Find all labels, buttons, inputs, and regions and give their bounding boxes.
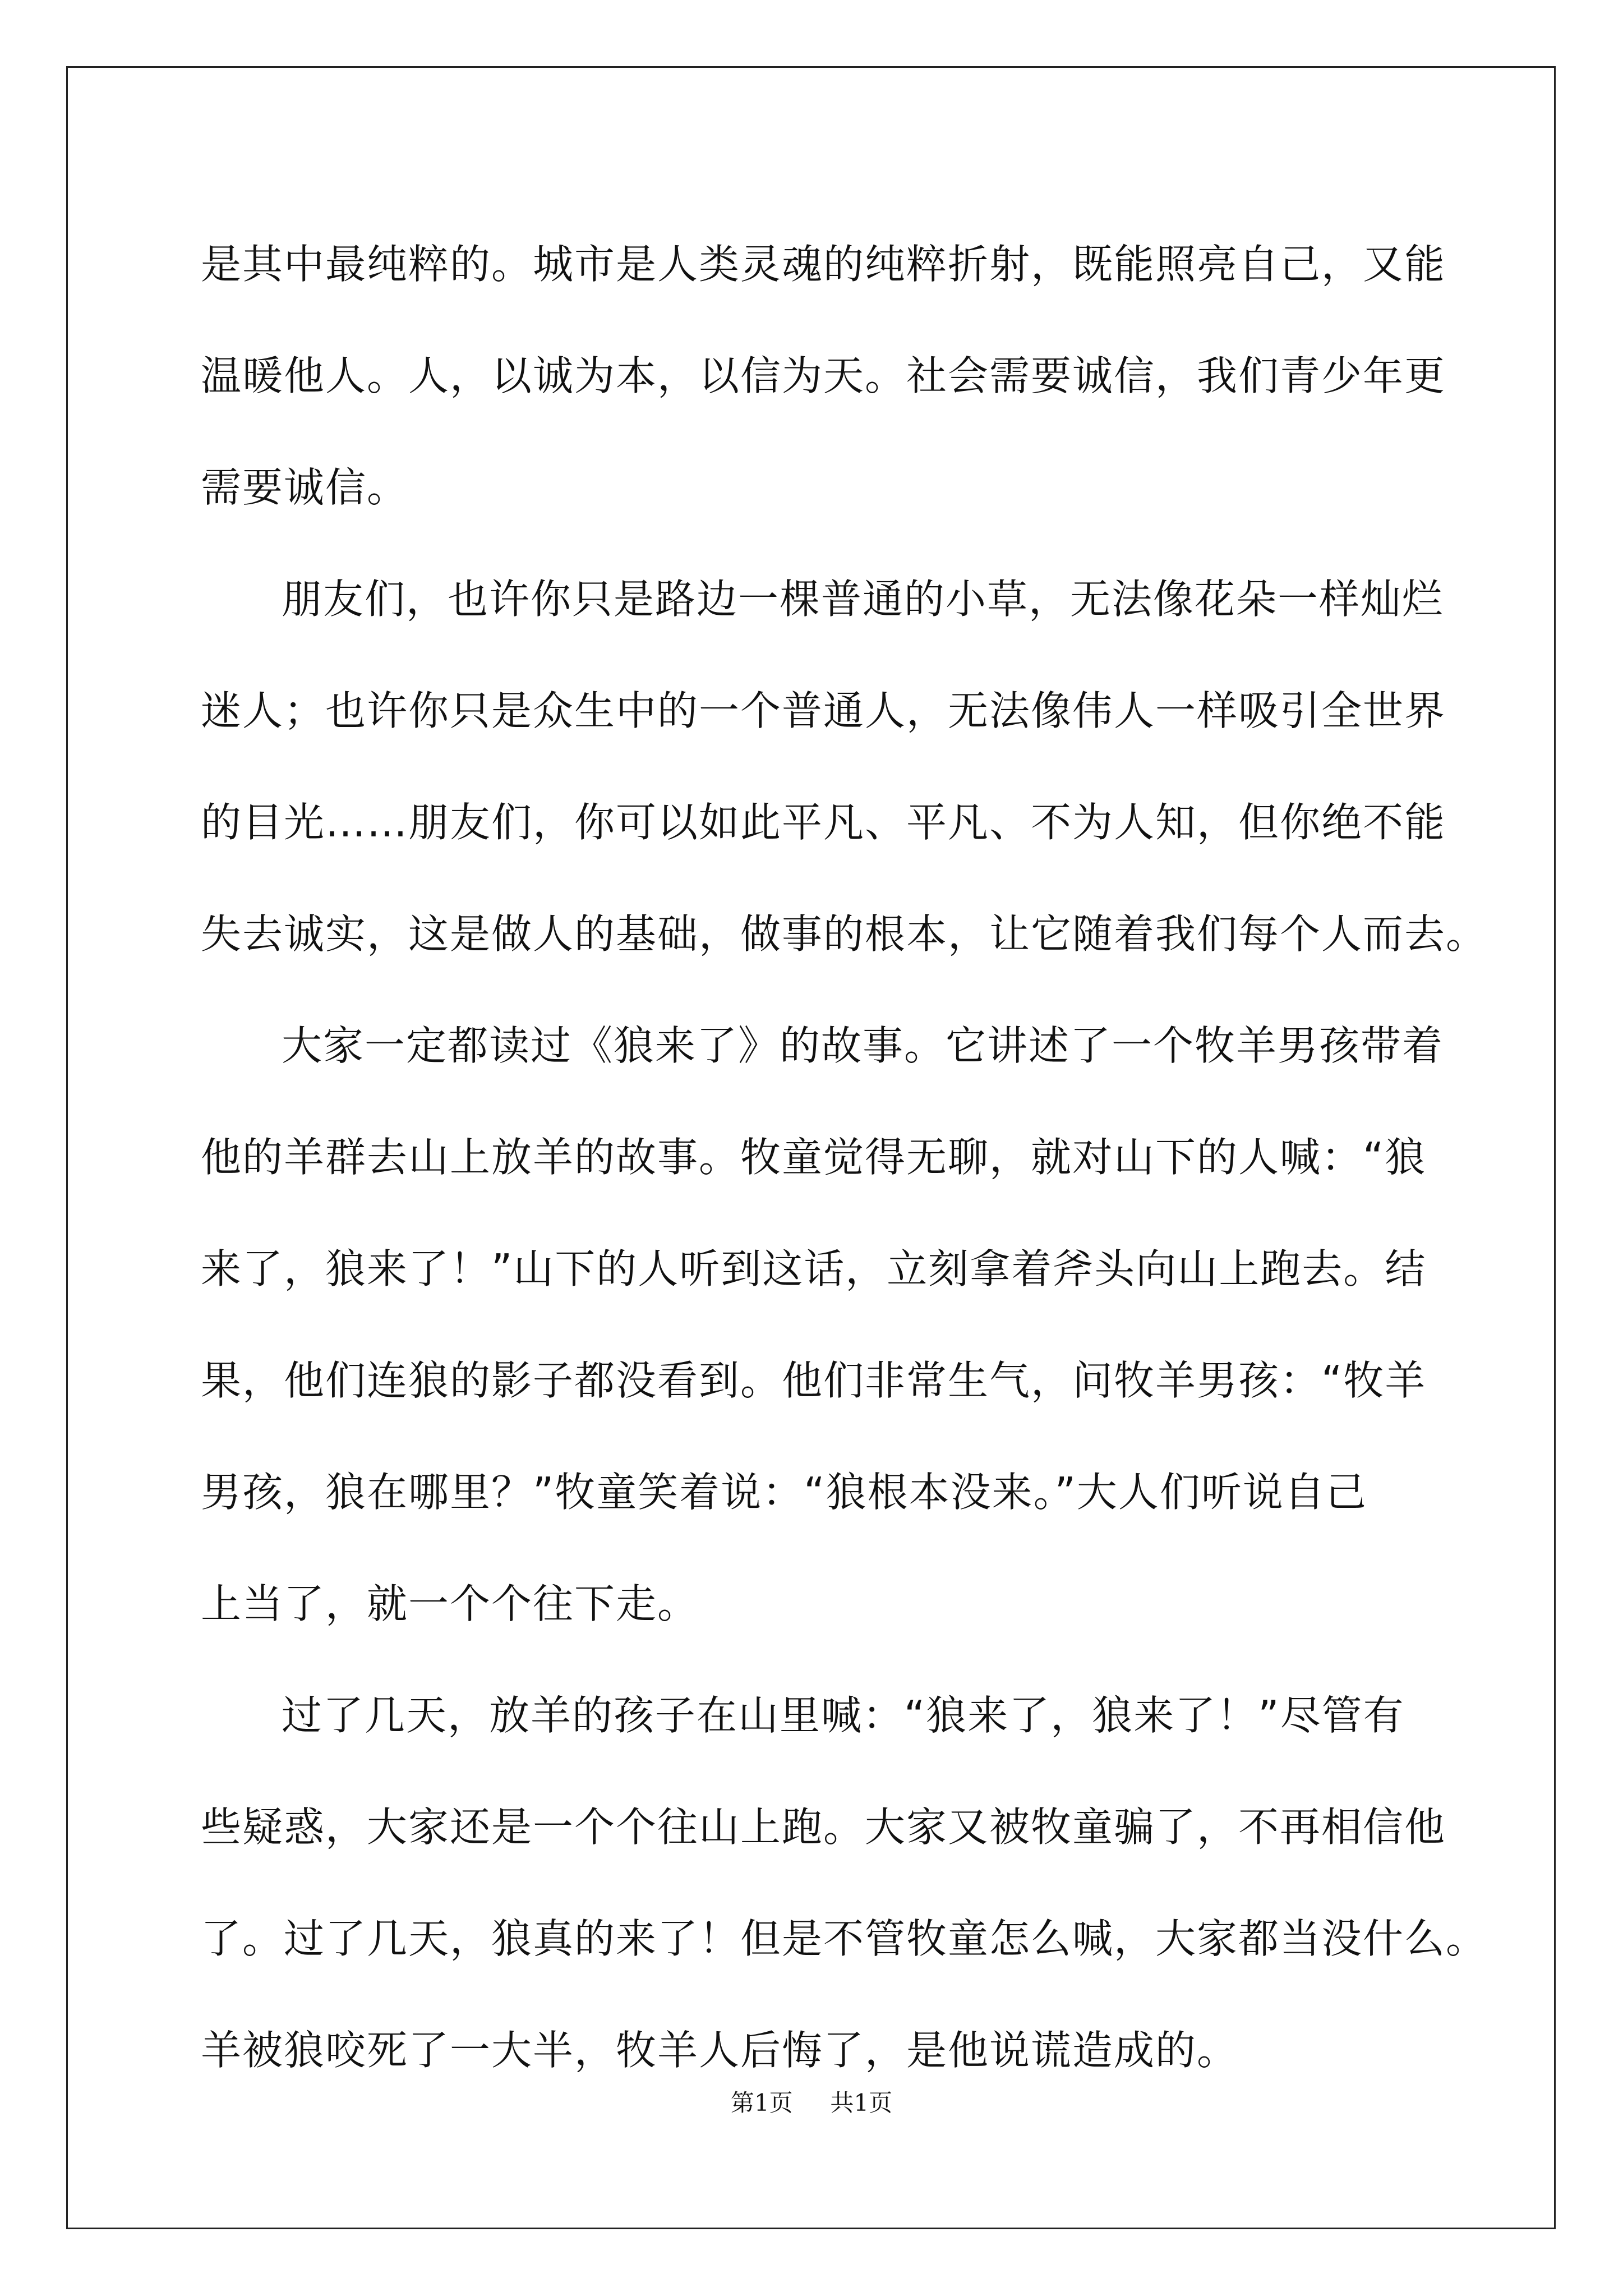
text-line: 迷人；也许你只是众生中的一个普通人，无法像伟人一样吸引全世界 [201,687,1446,734]
text-line: 果，他们连狼的影子都没看到。他们非常生气，问牧羊男孩：“牧羊 [201,1357,1427,1404]
page-footer [0,2085,1623,2118]
text-line: 他的羊群去山上放羊的故事。牧童觉得无聊，就对山下的人喊：“狼 [201,1134,1427,1181]
document-body [201,209,1488,2106]
text-line: 失去诚实，这是做人的基础，做事的根本，让它随着我们每个人而去。 [201,910,1488,958]
page-number: 第1页 [730,2089,793,2116]
text-line: 的目光……朋友们，你可以如此平凡、平凡、不为人知，但你绝不能 [201,799,1446,846]
text-line: 羊被狼咬死了一大半，牧羊人后悔了，是他说谎造成的。 [201,2027,1239,2074]
text-line: 来了，狼来了！”山下的人听到这话，立刻拿着斧头向山上跑去。结 [201,1245,1427,1292]
text-line: 朋友们，也许你只是路边一棵普通的小草，无法像花朵一样灿烂 [282,576,1444,623]
paragraph-4 [201,1660,1488,2106]
text-line: 些疑惑，大家还是一个个往山上跑。大家又被牧童骗了，不再相信他 [201,1803,1446,1851]
text-line: 上当了，就一个个往下走。 [201,1580,699,1627]
page-total: 共1页 [830,2089,893,2116]
text-line: 了。过了几天，狼真的来了！但是不管牧童怎么喊，大家都当没什么。 [201,1915,1488,1962]
text-line: 是其中最纯粹的。城市是人类灵魂的纯粹折射，既能照亮自己，又能 [201,241,1446,288]
paragraph-2 [201,544,1488,990]
text-line: 过了几天，放羊的孩子在山里喊：“狼来了，狼来了！”尽管有 [282,1692,1405,1739]
paragraph-1 [201,209,1446,544]
text-line: 大家一定都读过《狼来了》的故事。它讲述了一个牧羊男孩带着 [282,1022,1444,1069]
text-line: 需要诚信。 [201,464,409,511]
text-line: 温暖他人。人，以诚为本，以信为天。社会需要诚信，我们青少年更 [201,352,1446,399]
text-line: 男孩，狼在哪里？”牧童笑着说：“狼根本没来。”大人们听说自己 [201,1469,1367,1516]
paragraph-3 [201,990,1444,1660]
